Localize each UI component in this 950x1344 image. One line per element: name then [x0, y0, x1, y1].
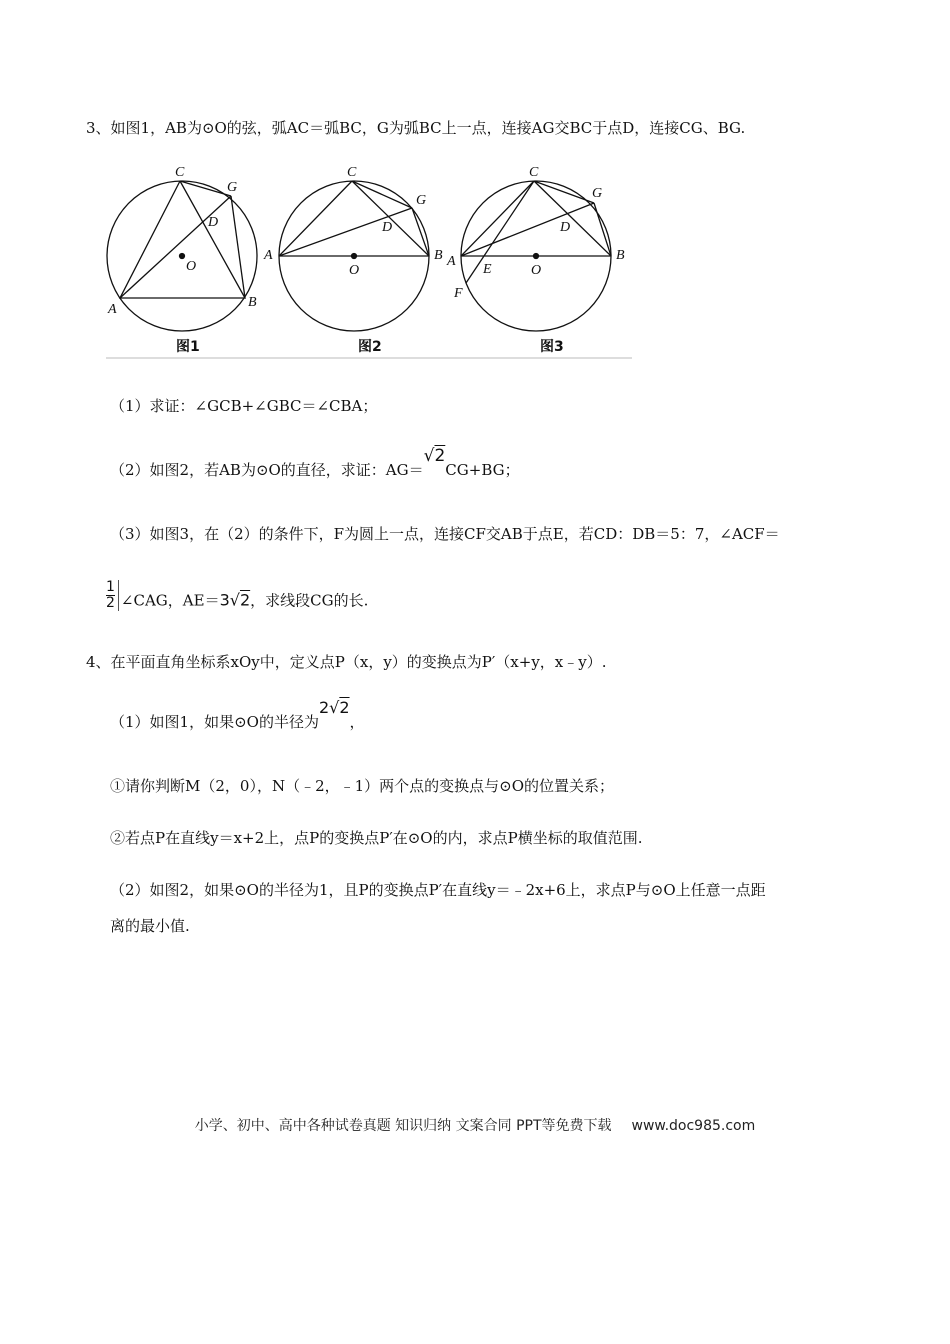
fraction-den: 2	[106, 595, 115, 611]
sqrt-2b-radicand: 2	[239, 590, 251, 610]
f3-label-g: G	[592, 186, 603, 201]
footer-link[interactable]: www.doc985.com	[631, 1118, 756, 1134]
q3-part3-line2	[106, 579, 369, 617]
figure-1	[107, 181, 257, 331]
f2-label-g: G	[416, 193, 427, 208]
footer	[0, 1115, 950, 1135]
q4-part2-line1: （2）如图2，如果⊙O的半径为1，且P的变换点P′在直线y＝﹣2x+6上，求点P与⊙O上任意一点距	[110, 881, 766, 899]
footer-text: 小学、初中、高中各种试卷真题 知识归纳 文案合同 PPT等免费下载	[194, 1118, 612, 1134]
f2-label-b: B	[434, 248, 443, 263]
f3-label-b: B	[616, 248, 625, 263]
f1-label-d: D	[208, 215, 219, 230]
q3-part2-text-b: CG+BG；	[445, 461, 520, 479]
q3-part3-text-a: ∠CAG，AE＝	[120, 591, 220, 610]
q4-part2-line2: 离的最小值.	[110, 917, 190, 935]
q3-part2	[110, 446, 520, 480]
f2-label-a: A	[264, 248, 273, 263]
sqrt-2b: √2	[229, 590, 251, 610]
q4-sub2: ②若点P在直线y＝x+2上，点P的变换点P′在⊙O的内，求点P横坐标的取值范围.	[110, 829, 643, 847]
q4-stem: 4、在平面直角坐标系xOy中，定义点P（x，y）的变换点为P′（x+y，x﹣y）.	[86, 653, 607, 671]
q3-part1: （1）求证：∠GCB+∠GBC＝∠CBA；	[110, 397, 378, 415]
coef-3: 3	[219, 590, 230, 610]
fig-caption-2: 图2	[358, 339, 382, 355]
f1-label-o: O	[186, 259, 197, 274]
fraction-num: 1	[106, 579, 115, 595]
q4-part1-text-a: （1）如图1，如果⊙O的半径为	[110, 713, 319, 731]
radius-coef: 2	[318, 698, 330, 717]
fig-caption-1: 图1	[176, 339, 200, 355]
f3-label-e: E	[483, 262, 492, 277]
geometry-figures	[106, 158, 632, 360]
radius-sqrt: √2	[329, 698, 350, 717]
q3-stem: 3、如图1，AB为⊙O的弦，弧AC＝弧BC，G为弧BC上一点，连接AG交BC于点D，连接CG、BG.	[86, 119, 746, 137]
q3-part3-line1: （3）如图3，在（2）的条件下，F为圆上一点，连接CF交AB于点E，若CD：DB＝5：7，∠ACF＝	[110, 525, 780, 543]
f3-label-c: C	[529, 165, 539, 180]
f1-label-a: A	[108, 302, 117, 317]
sqrt-2-radicand: 2	[434, 446, 446, 466]
f3-label-o: O	[531, 263, 542, 278]
q3-part2-text-a: （2）如图2，若AB为⊙O的直径，求证：AG＝	[110, 461, 424, 479]
q4-sub1: ①请你判断M（2，0），N（﹣2，﹣1）两个点的变换点与⊙O的位置关系；	[110, 777, 615, 795]
radius-sqrt-radicand: 2	[339, 698, 350, 717]
f1-label-c: C	[175, 165, 185, 180]
figure-3	[461, 181, 611, 331]
f3-label-d: D	[560, 220, 571, 235]
f2-label-d: D	[382, 220, 393, 235]
f3-label-a: A	[447, 254, 456, 269]
f1-label-g: G	[227, 180, 238, 195]
f2-label-c: C	[347, 165, 357, 180]
q4-part1	[110, 698, 365, 732]
sqrt-2: √2	[423, 446, 446, 466]
f2-label-o: O	[349, 263, 360, 278]
figure-2	[279, 181, 429, 331]
q4-part1-text-b: ，	[349, 713, 365, 731]
f1-label-b: B	[248, 295, 257, 310]
f3-label-f: F	[454, 286, 463, 301]
q3-part3-text-b: ，求线段CG的长.	[250, 591, 369, 610]
fraction-half	[106, 580, 119, 611]
fig-caption-3: 图3	[540, 339, 564, 355]
